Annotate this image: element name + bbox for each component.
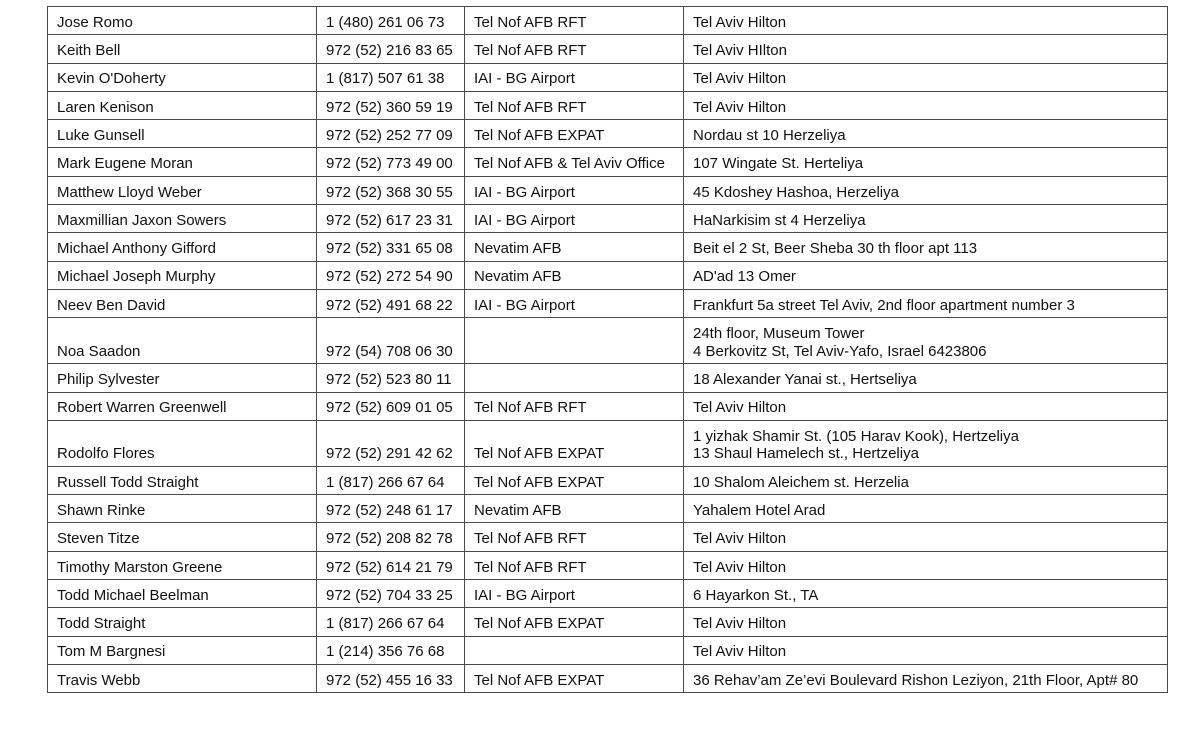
phone-cell: 972 (52) 331 65 08	[317, 233, 465, 261]
address-line: Tel Aviv HIlton	[693, 42, 787, 60]
name-cell: Keith Bell	[48, 35, 317, 63]
address-line: 1 yizhak Shamir St. (105 Harav Kook), Hertzeliya	[693, 427, 1019, 445]
name-cell: Steven Titze	[48, 523, 317, 551]
location-cell: Tel Nof AFB EXPAT	[465, 466, 684, 494]
name-cell: Luke Gunsell	[48, 120, 317, 148]
phone-cell: 972 (52) 609 01 05	[317, 392, 465, 420]
phone-cell: 972 (52) 773 49 00	[317, 148, 465, 176]
address-line: 45 Kdoshey Hashoa, Herzeliya	[693, 183, 899, 201]
address-line: Tel Aviv Hilton	[693, 530, 787, 548]
address-cell	[684, 420, 1168, 466]
location-cell	[465, 636, 684, 664]
location-cell: IAI - BG Airport	[465, 205, 684, 233]
phone-cell: 972 (52) 455 16 33	[317, 664, 465, 692]
name-cell: Todd Michael Beelman	[48, 580, 317, 608]
location-cell: Tel Nof AFB RFT	[465, 91, 684, 119]
table-row	[48, 636, 1168, 664]
location-cell: Tel Nof AFB RFT	[465, 551, 684, 579]
table-body	[48, 7, 1168, 693]
address-line: Tel Aviv Hilton	[693, 558, 787, 576]
address-cell	[684, 35, 1168, 63]
name-cell: Michael Anthony Gifford	[48, 233, 317, 261]
table-row	[48, 523, 1168, 551]
phone-cell: 972 (52) 614 21 79	[317, 551, 465, 579]
name-cell: Neev Ben David	[48, 289, 317, 317]
name-cell: Mark Eugene Moran	[48, 148, 317, 176]
address-cell	[684, 495, 1168, 523]
table-row	[48, 466, 1168, 494]
name-cell: Kevin O'Doherty	[48, 63, 317, 91]
table-row	[48, 7, 1168, 35]
contact-table	[47, 6, 1168, 693]
phone-cell: 972 (52) 216 83 65	[317, 35, 465, 63]
address-line: Tel Aviv Hilton	[693, 13, 787, 31]
address-line: Tel Aviv Hilton	[693, 615, 787, 633]
address-cell	[684, 261, 1168, 289]
address-line: Tel Aviv Hilton	[693, 98, 787, 116]
name-cell: Rodolfo Flores	[48, 420, 317, 466]
location-cell: Tel Nof AFB RFT	[465, 392, 684, 420]
table-row	[48, 233, 1168, 261]
table-row	[48, 608, 1168, 636]
phone-cell: 972 (54) 708 06 30	[317, 318, 465, 364]
phone-cell: 972 (52) 291 42 62	[317, 420, 465, 466]
name-cell: Matthew Lloyd Weber	[48, 176, 317, 204]
phone-cell: 1 (480) 261 06 73	[317, 7, 465, 35]
location-cell: Tel Nof AFB EXPAT	[465, 664, 684, 692]
phone-cell: 972 (52) 272 54 90	[317, 261, 465, 289]
name-cell: Robert Warren Greenwell	[48, 392, 317, 420]
name-cell: Travis Webb	[48, 664, 317, 692]
phone-cell: 972 (52) 360 59 19	[317, 91, 465, 119]
document-page	[47, 6, 1167, 693]
address-line: 13 Shaul Hamelech st., Hertzeliya	[693, 445, 919, 463]
name-cell: Shawn Rinke	[48, 495, 317, 523]
location-cell: Nevatim AFB	[465, 233, 684, 261]
name-cell: Todd Straight	[48, 608, 317, 636]
address-cell	[684, 91, 1168, 119]
address-cell	[684, 7, 1168, 35]
table-row	[48, 289, 1168, 317]
table-row	[48, 91, 1168, 119]
location-cell: IAI - BG Airport	[465, 63, 684, 91]
phone-cell: 1 (817) 266 67 64	[317, 466, 465, 494]
phone-cell: 972 (52) 208 82 78	[317, 523, 465, 551]
address-cell	[684, 466, 1168, 494]
address-cell	[684, 148, 1168, 176]
address-cell	[684, 205, 1168, 233]
address-line: HaNarkisim st 4 Herzeliya	[693, 211, 866, 229]
location-cell: Tel Nof AFB & Tel Aviv Office	[465, 148, 684, 176]
address-line: 18 Alexander Yanai st., Hertseliya	[693, 371, 917, 389]
table-row	[48, 120, 1168, 148]
address-cell	[684, 233, 1168, 261]
name-cell: Maxmillian Jaxon Sowers	[48, 205, 317, 233]
table-row	[48, 551, 1168, 579]
address-line: Nordau st 10 Herzeliya	[693, 126, 846, 144]
address-cell	[684, 63, 1168, 91]
name-cell: Noa Saadon	[48, 318, 317, 364]
address-cell	[684, 289, 1168, 317]
table-row	[48, 261, 1168, 289]
name-cell: Russell Todd Straight	[48, 466, 317, 494]
address-cell	[684, 523, 1168, 551]
table-row	[48, 205, 1168, 233]
address-line: Tel Aviv Hilton	[693, 399, 787, 417]
address-line: Frankfurt 5a street Tel Aviv, 2nd floor apartment number 3	[693, 296, 1075, 314]
name-cell: Timothy Marston Greene	[48, 551, 317, 579]
location-cell: IAI - BG Airport	[465, 176, 684, 204]
address-line: Tel Aviv Hilton	[693, 70, 787, 88]
address-cell	[684, 176, 1168, 204]
address-cell	[684, 664, 1168, 692]
address-cell	[684, 318, 1168, 364]
address-cell	[684, 580, 1168, 608]
phone-cell: 972 (52) 248 61 17	[317, 495, 465, 523]
location-cell	[465, 318, 684, 364]
location-cell: Tel Nof AFB EXPAT	[465, 608, 684, 636]
address-cell	[684, 608, 1168, 636]
name-cell: Tom M Bargnesi	[48, 636, 317, 664]
table-row	[48, 364, 1168, 392]
address-cell	[684, 392, 1168, 420]
name-cell: Michael Joseph Murphy	[48, 261, 317, 289]
phone-cell: 972 (52) 704 33 25	[317, 580, 465, 608]
location-cell: Tel Nof AFB RFT	[465, 7, 684, 35]
address-line: 107 Wingate St. Herteliya	[693, 155, 864, 173]
name-cell: Laren Kenison	[48, 91, 317, 119]
address-cell	[684, 120, 1168, 148]
table-row	[48, 148, 1168, 176]
table-row	[48, 318, 1168, 364]
table-row	[48, 580, 1168, 608]
phone-cell: 972 (52) 491 68 22	[317, 289, 465, 317]
table-row	[48, 664, 1168, 692]
address-line: 10 Shalom Aleichem st. Herzelia	[693, 473, 909, 491]
phone-cell: 1 (817) 507 61 38	[317, 63, 465, 91]
address-cell	[684, 551, 1168, 579]
location-cell: Nevatim AFB	[465, 495, 684, 523]
address-cell	[684, 364, 1168, 392]
table-row	[48, 63, 1168, 91]
address-line: Tel Aviv Hilton	[693, 643, 787, 661]
name-cell: Philip Sylvester	[48, 364, 317, 392]
phone-cell: 1 (214) 356 76 68	[317, 636, 465, 664]
table-row	[48, 420, 1168, 466]
location-cell	[465, 364, 684, 392]
table-row	[48, 495, 1168, 523]
table-row	[48, 35, 1168, 63]
location-cell: IAI - BG Airport	[465, 289, 684, 317]
address-line: 24th floor, Museum Tower	[693, 325, 865, 343]
phone-cell: 972 (52) 368 30 55	[317, 176, 465, 204]
location-cell: IAI - BG Airport	[465, 580, 684, 608]
address-line: 4 Berkovitz St, Tel Aviv-Yafo, Israel 6423806	[693, 342, 987, 360]
location-cell: Tel Nof AFB EXPAT	[465, 120, 684, 148]
address-line: AD'ad 13 Omer	[693, 268, 796, 286]
location-cell: Tel Nof AFB RFT	[465, 523, 684, 551]
address-line: 6 Hayarkon St., TA	[693, 586, 819, 604]
phone-cell: 1 (817) 266 67 64	[317, 608, 465, 636]
phone-cell: 972 (52) 252 77 09	[317, 120, 465, 148]
location-cell: Tel Nof AFB RFT	[465, 35, 684, 63]
address-line: Yahalem Hotel Arad	[693, 501, 826, 519]
phone-cell: 972 (52) 617 23 31	[317, 205, 465, 233]
name-cell: Jose Romo	[48, 7, 317, 35]
location-cell: Nevatim AFB	[465, 261, 684, 289]
address-line: Beit el 2 St, Beer Sheba 30 th floor apt 113	[693, 240, 978, 258]
address-line: 36 Rehav’am Ze’evi Boulevard Rishon Leziyon, 21th Floor, Apt# 80	[693, 671, 1139, 689]
phone-cell: 972 (52) 523 80 11	[317, 364, 465, 392]
table-row	[48, 392, 1168, 420]
location-cell: Tel Nof AFB EXPAT	[465, 420, 684, 466]
table-row	[48, 176, 1168, 204]
address-cell	[684, 636, 1168, 664]
